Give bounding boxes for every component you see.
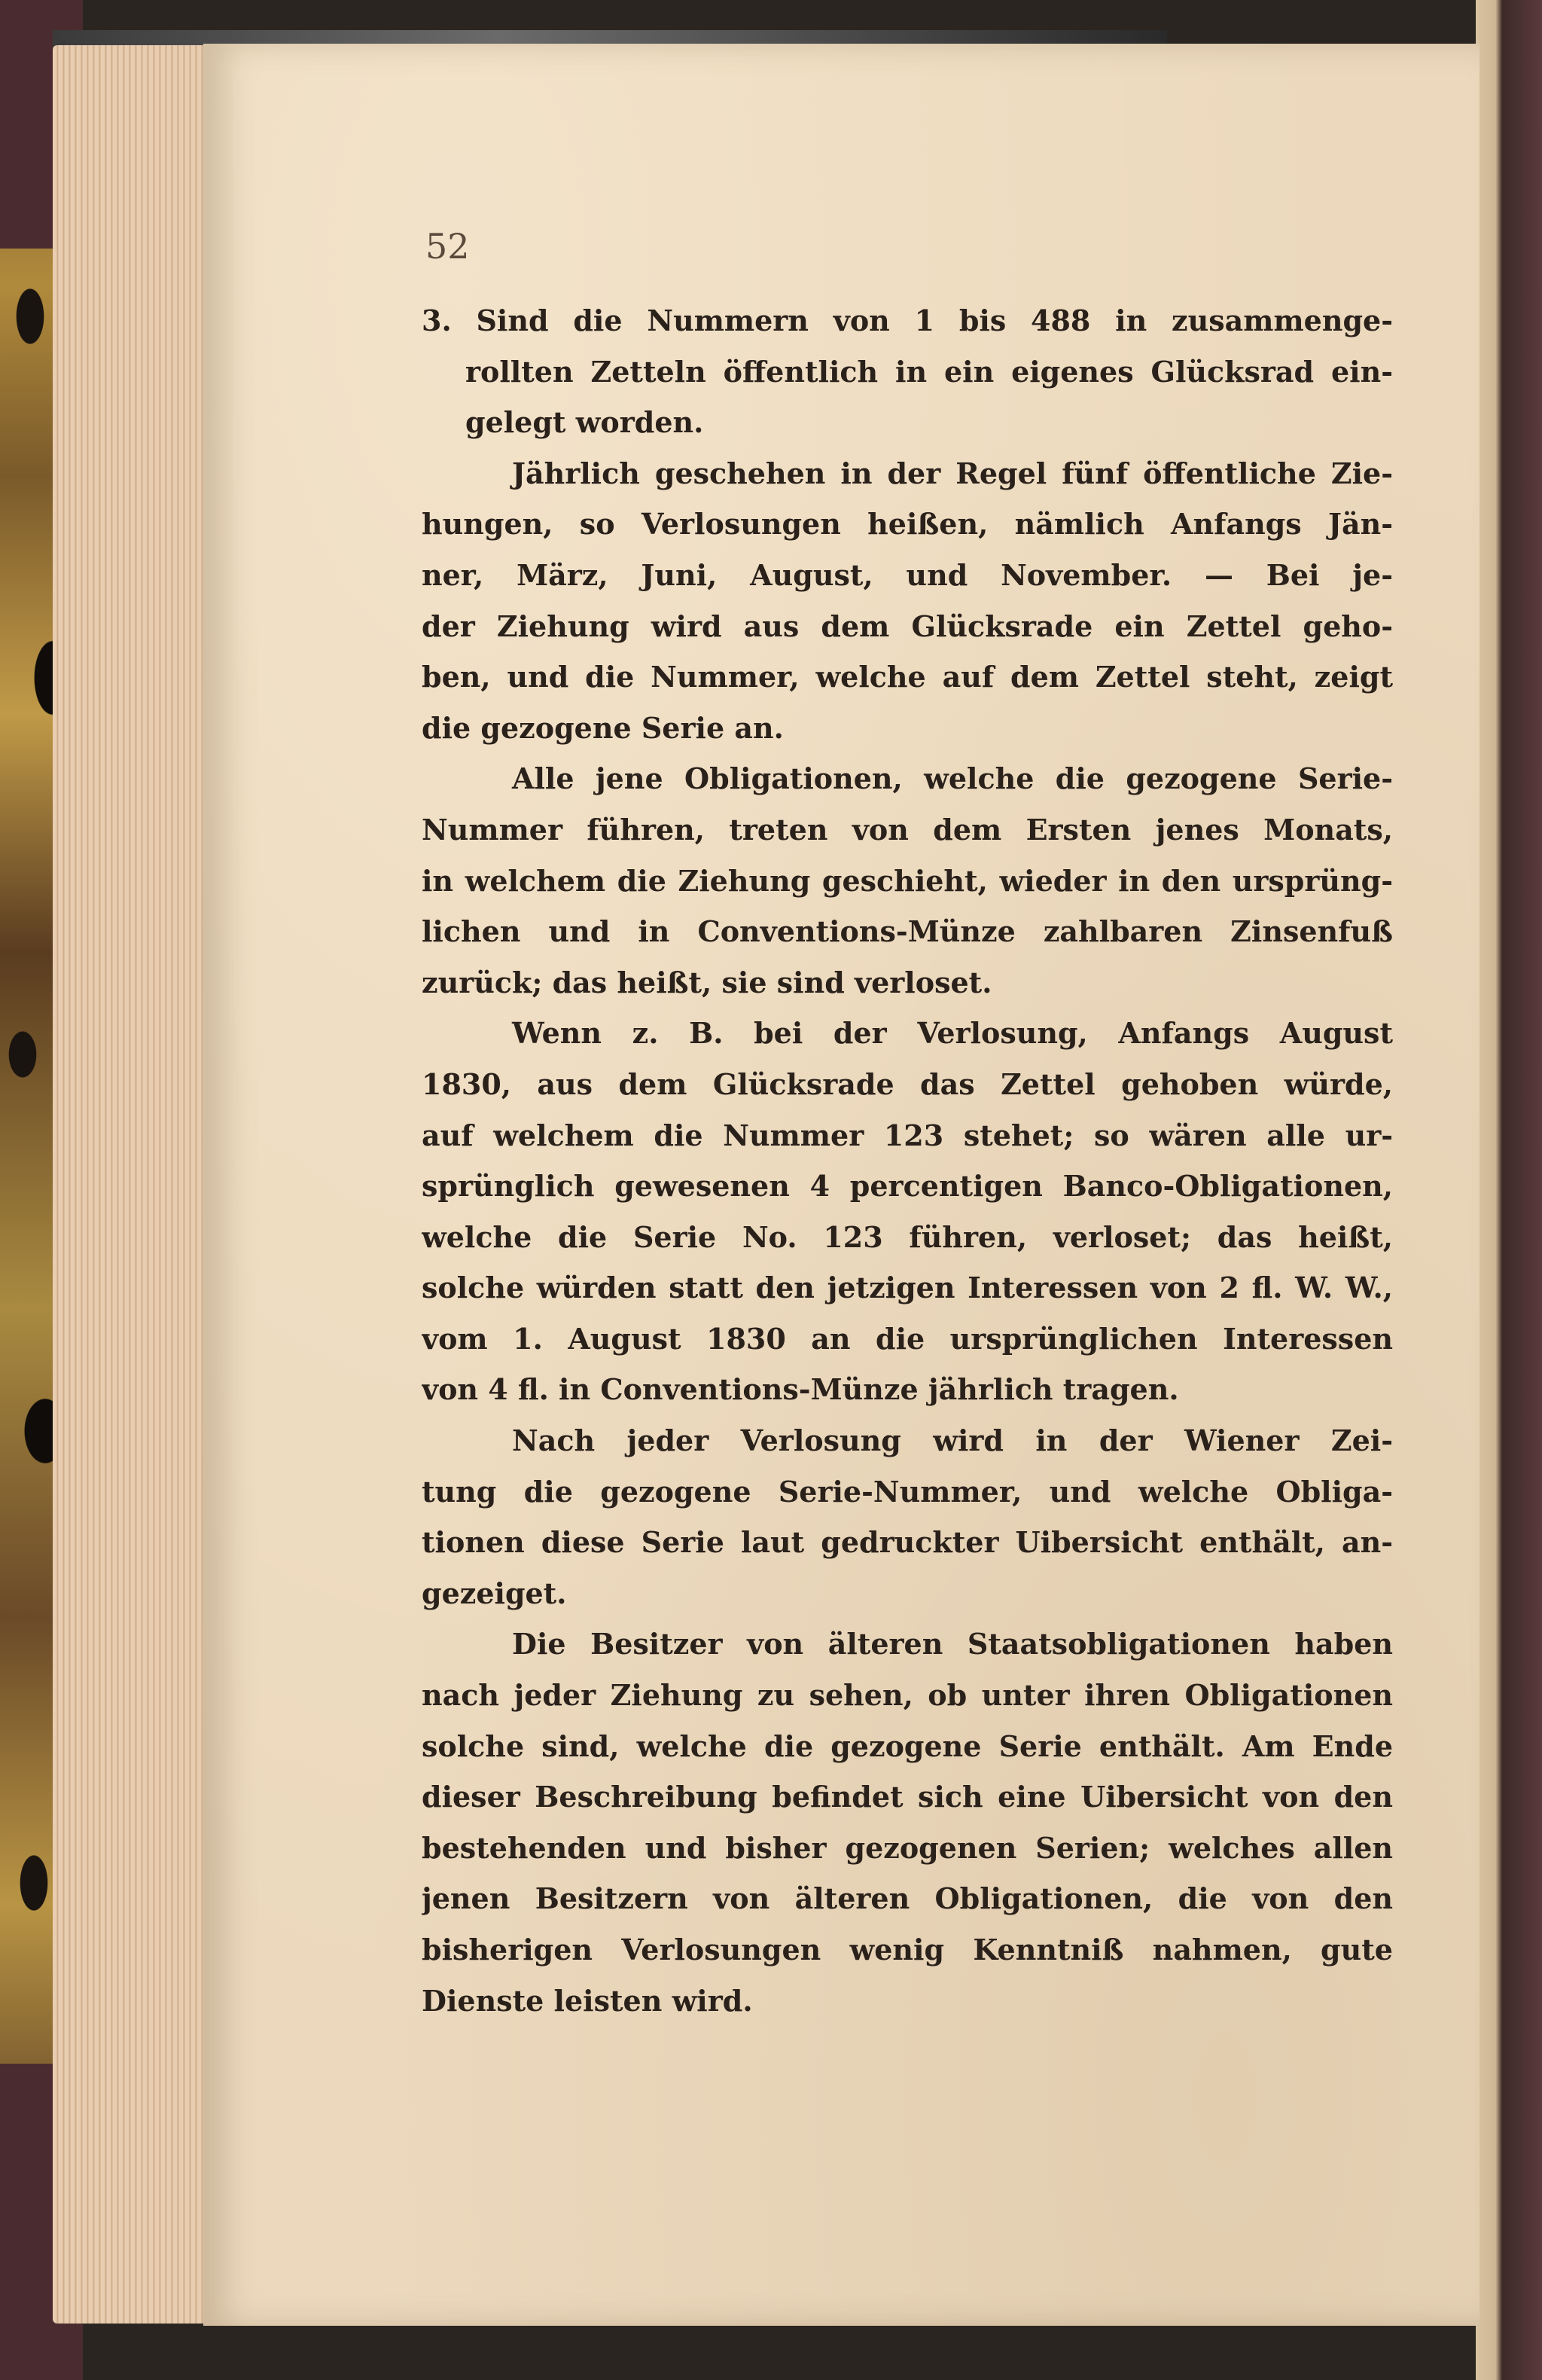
book-right-edge: [1476, 0, 1542, 2380]
text-line: 1830, aus dem Glücksrade das Zettel gehoben würde,: [422, 1066, 1393, 1101]
text-line: rollten Zetteln öffentlich in ein eigenes Glücksrad ein-: [465, 354, 1393, 389]
text-line: zurück; das heißt, sie sind verloset.: [422, 965, 992, 999]
text-line: gelegt worden.: [465, 405, 704, 440]
text-line: solche würden statt den jetzigen Interessen von 2 fl. W. W.,: [422, 1271, 1393, 1305]
paragraph-besitzer: [422, 1619, 1393, 2026]
paragraph-obligationen: [422, 753, 1393, 1008]
text-line: auf welchem die Nummer 123 stehet; so wären alle ur-: [422, 1118, 1393, 1152]
text-line: von 4 fl. in Conventions-Münze jährlich tragen.: [422, 1372, 1179, 1407]
text-line: lichen und in Conventions-Münze zahlbaren Zinsenfuß: [422, 914, 1393, 949]
text-line: in welchem die Ziehung geschieht, wieder in den ursprüng-: [422, 863, 1393, 898]
paragraph-item-3: [422, 295, 1393, 448]
text-line: der Ziehung wird aus dem Glücksrade ein Zettel geho-: [422, 609, 1393, 643]
text-line: gezeiget.: [422, 1576, 567, 1610]
text-line: Alle jene Obligationen, welche die gezogene Serie-: [512, 761, 1393, 796]
text-line: Nummer führen, treten von dem Ersten jenes Monats,: [422, 812, 1393, 847]
text-line: Nach jeder Verlosung wird in der Wiener Zei-: [512, 1423, 1393, 1458]
text-line: Jährlich geschehen in der Regel fünf öffentliche Zie-: [512, 456, 1393, 490]
text-line: nach jeder Ziehung zu sehen, ob unter ihren Obligationen: [422, 1678, 1393, 1713]
text-line: jenen Besitzern von älteren Obligationen, die von den: [422, 1881, 1393, 1916]
text-line: bestehenden und bisher gezogenen Serien; welches allen: [422, 1830, 1393, 1865]
paragraph-ziehungen: [422, 448, 1393, 754]
paragraph-wiener-zeitung: [422, 1415, 1393, 1619]
page-text: [422, 295, 1393, 2026]
text-line: ben, und die Nummer, welche auf dem Zettel steht, zeigt: [422, 660, 1393, 694]
text-line: welche die Serie No. 123 führen, verloset; das heißt,: [422, 1219, 1393, 1254]
page-number: 52: [425, 226, 470, 267]
text-line: die gezogene Serie an.: [422, 710, 784, 745]
paragraph-beispiel: [422, 1008, 1393, 1415]
text-line: Wenn z. B. bei der Verlosung, Anfangs August: [512, 1016, 1393, 1051]
text-line: hungen, so Verlosungen heißen, nämlich Anfangs Jän-: [422, 507, 1393, 542]
text-line: solche sind, welche die gezogene Serie enthält. Am Ende: [422, 1729, 1393, 1763]
text-line: vom 1. August 1830 an die ursprünglichen Interessen: [422, 1321, 1393, 1356]
text-line: ner, März, Juni, August, und November. — Bei je-: [422, 557, 1393, 592]
text-line: 3. Sind die Nummern von 1 bis 488 in zusammenge-: [422, 304, 1393, 337]
text-line: dieser Beschreibung befindet sich eine Uibersicht von den: [422, 1780, 1393, 1814]
text-line: Dienste leisten wird.: [422, 1983, 753, 2018]
text-line: tionen diese Serie laut gedruckter Uibersicht enthält, an-: [422, 1525, 1393, 1560]
text-line: Die Besitzer von älteren Staatsobligationen haben: [512, 1627, 1393, 1661]
text-line: tung die gezogene Serie-Nummer, und welche Obliga-: [422, 1474, 1393, 1509]
text-line: bisherigen Verlosungen wenig Kenntniß nahmen, gute: [422, 1933, 1393, 1967]
page-leaf-edges: [53, 45, 218, 2324]
text-line: sprünglich gewesenen 4 percentigen Banco-Obligationen,: [422, 1169, 1393, 1204]
